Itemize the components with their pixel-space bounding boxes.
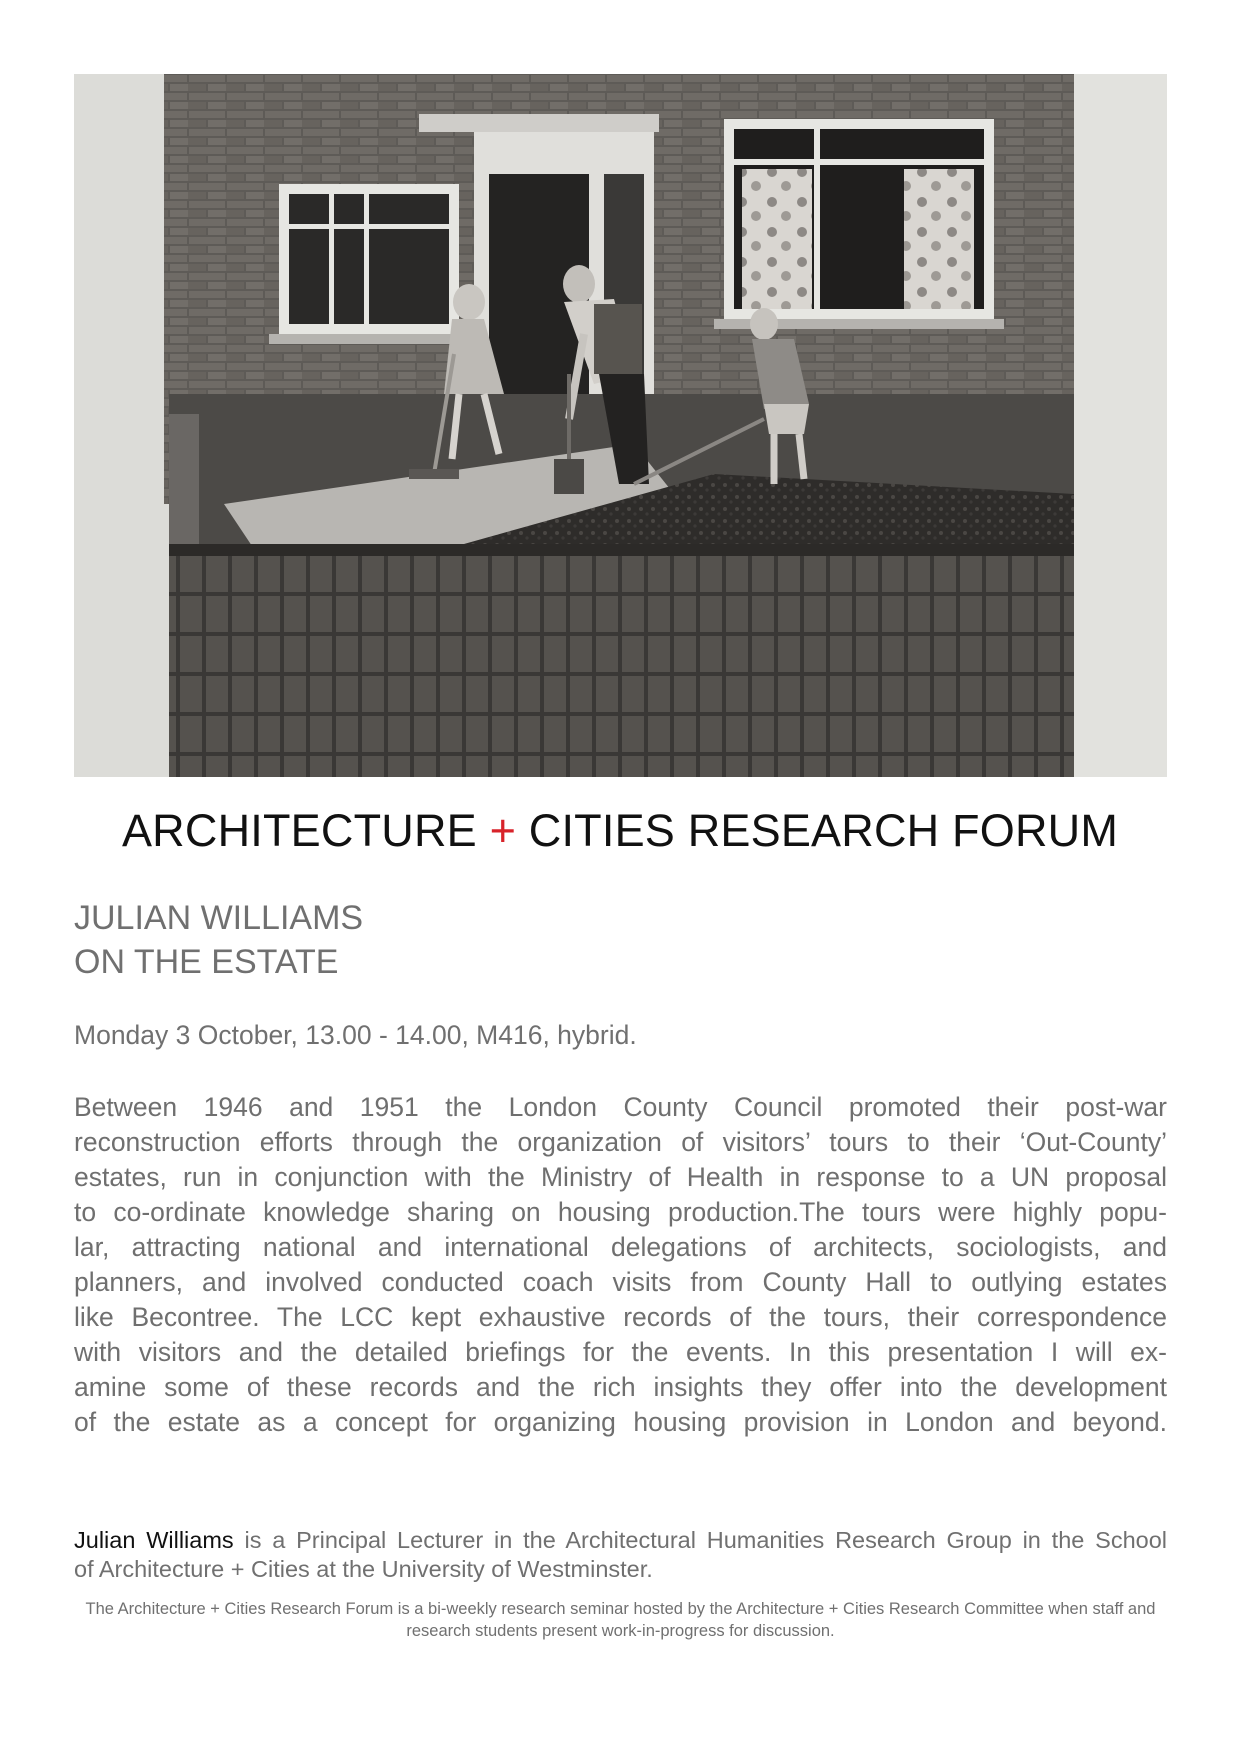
- speaker-bio: [74, 1526, 1167, 1584]
- abstract-line: to co-ordinate knowledge sharing on housing production.The tours were highly popu-: [74, 1197, 1167, 1227]
- abstract-line: like Becontree. The LCC kept exhaustive records of the tours, their correspondence: [74, 1302, 1167, 1332]
- footnote-line: The Architecture + Cities Research Forum is a bi-weekly research seminar hosted by the Architecture + Cities Research Committee when staff and: [85, 1600, 1156, 1618]
- abstract-line: estates, run in conjunction with the Ministry of Health in response to a UN proposal: [74, 1162, 1167, 1192]
- abstract-line: amine some of these records and the rich insights they offer into the development: [74, 1372, 1167, 1402]
- forum-title-plus: +: [489, 805, 517, 856]
- speaker-name: JULIAN WILLIAMS: [74, 899, 364, 937]
- abstract-line: lar, attracting national and international delegations of architects, sociologists, and: [74, 1232, 1167, 1262]
- estate-family-photo: [74, 74, 1167, 777]
- bio-speaker-name: Julian Williams: [74, 1527, 234, 1553]
- forum-title-part1: ARCHITECTURE: [121, 805, 477, 856]
- abstract-line: with visitors and the detailed briefings for the events. In this presentation I will ex-: [74, 1337, 1167, 1367]
- abstract-line: reconstruction efforts through the organization of visitors’ tours to their ‘Out-County’: [74, 1127, 1167, 1157]
- forum-title: [0, 805, 1240, 857]
- abstract-line: Between 1946 and 1951 the London County Council promoted their post-war: [74, 1092, 1167, 1122]
- speaker-heading: [74, 896, 363, 984]
- bio-line: [74, 1526, 1167, 1555]
- abstract: [74, 1090, 1167, 1440]
- footnote-line: research students present work-in-progress for discussion.: [406, 1622, 835, 1640]
- abstract-line: planners, and involved conducted coach visits from County Hall to outlying estates: [74, 1267, 1167, 1297]
- bio-line1-text: is a Principal Lecturer in the Architectural Humanities Research Group in the School: [233, 1527, 1168, 1553]
- event-details: Monday 3 October, 13.00 - 14.00, M416, hybrid.: [74, 1020, 637, 1050]
- abstract-line: of the estate as a concept for organizing housing provision in London and beyond.: [74, 1407, 1167, 1437]
- forum-footnote: [74, 1598, 1167, 1642]
- bio-line: of Architecture + Cities at the University of Westminster.: [74, 1556, 653, 1582]
- forum-title-part2: CITIES RESEARCH FORUM: [528, 805, 1119, 856]
- event-photo: [74, 74, 1167, 777]
- talk-title: ON THE ESTATE: [74, 943, 339, 981]
